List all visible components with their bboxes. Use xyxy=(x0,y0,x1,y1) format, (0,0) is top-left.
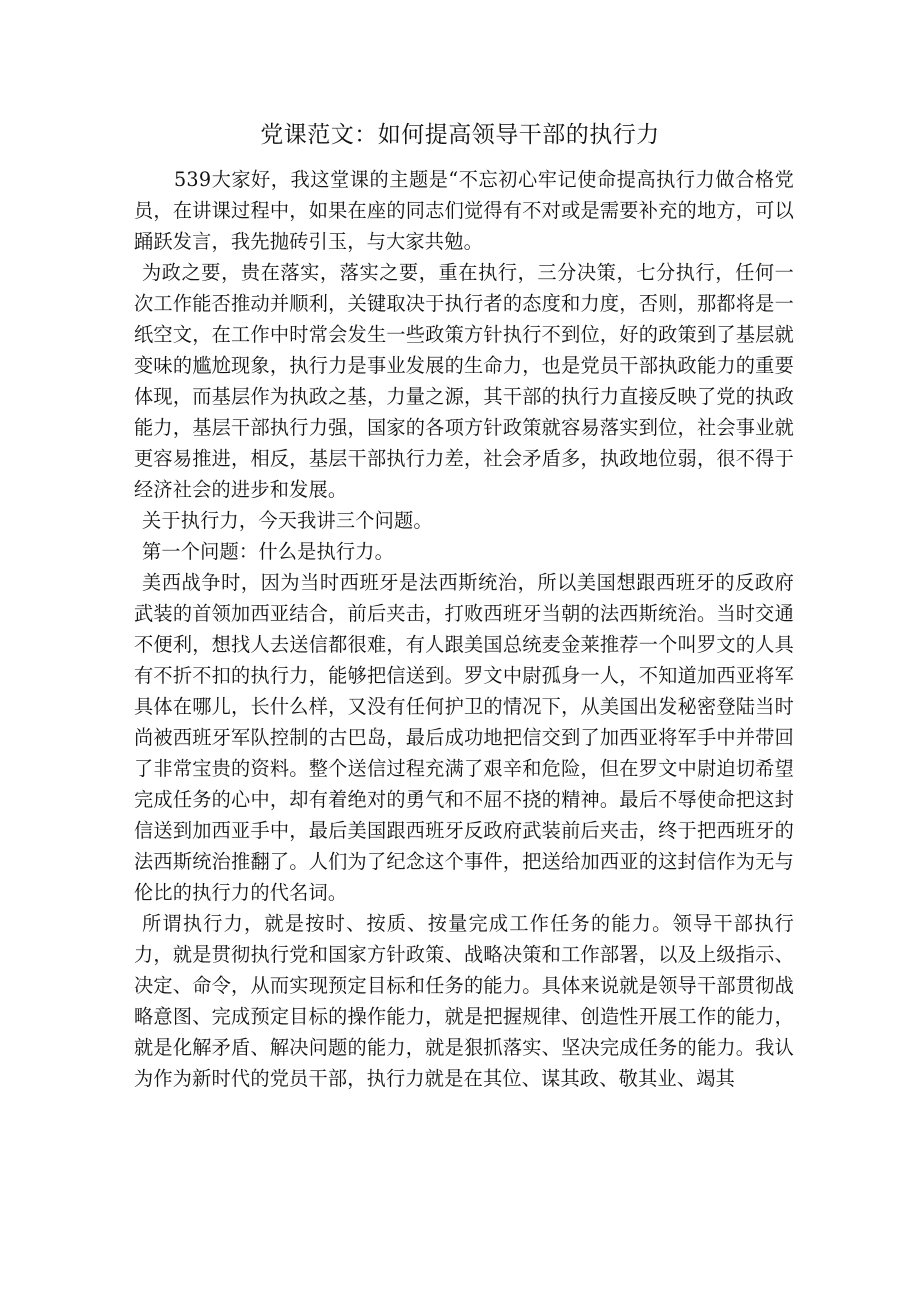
document-title: 党课范文：如何提高领导干部的执行力 xyxy=(260,122,660,148)
paragraph-policy: 为政之要，贵在落实，落实之要，重在执行，三分决策，七分执行，任何一次工作能否推动并顺利，关键取决于执行者的态度和力度，否则，那都将是一纸空文，在工作中时常会发生一些政策方针执行不到位，好的政策到了基层就变味的尴尬现象，执行力是事业发展的生命力，也是党员干部执政能力的重要体现，而基层作为执政之基，力量之源，其干部的执行力直接反映了党的执政能力，基层干部执行力强，国家的各项方针政策就容易落实到位，社会事业就更容易推进，相反，基层干部执行力差，社会矛盾多，执政地位弱，很不得于经济社会的进步和发展。 xyxy=(134,261,794,501)
paragraph-definition: 所谓执行力，就是按时、按质、按量完成工作任务的能力。领导干部执行力，就是贯彻执行党和国家方针政策、战略决策和工作部署，以及上级指示、决定、命令，从而实现预定目标和任务的能力。具体来说就是领导干部贯彻战略意图、完成预定目标的操作能力，就是把握规律、创造性开展工作的能力，就是化解矛盾、解决问题的能力，就是狠抓落实、坚决完成任务的能力。我认为作为新时代的党员干部，执行力就是在其位、谋其政、敬其业、竭其 xyxy=(134,912,794,1090)
paragraph-question-one: 第一个问题：什么是执行力。 xyxy=(142,540,395,563)
paragraph-topics: 关于执行力，今天我讲三个问题。 xyxy=(142,509,433,532)
paragraph-intro: 539大家好，我这堂课的主题是“不忘初心牢记使命提高执行力做合格党员，在讲课过程中，如果在座的同志们觉得有不对或是需要补充的地方，可以踊跃发言，我先抛砖引玉，与大家共勉。 xyxy=(134,168,794,253)
document-body xyxy=(134,164,794,1094)
paragraph-story: 美西战争时，因为当时西班牙是法西斯统治，所以美国想跟西班牙的反政府武装的首领加西亚结合，前后夹击，打败西班牙当朝的法西斯统治。当时交通不便利，想找人去送信都很难，有人跟美国总统麦金莱推荐一个叫罗文的人具有不折不扣的执行力，能够把信送到。罗文中尉孤身一人，不知道加西亚将军具体在哪儿，长什么样，又没有任何护卫的情况下，从美国出发秘密登陆当时尚被西班牙军队控制的古巴岛，最后成功地把信交到了加西亚将军手中并带回了非常宝贵的资料。整个送信过程充满了艰辛和危险，但在罗文中尉迫切希望完成任务的心中，却有着绝对的勇气和不屈不挠的精神。最后不辱使命把这封信送到加西亚手中，最后美国跟西班牙反政府武装前后夹击，终于把西班牙的法西斯统治推翻了。人们为了纪念这个事件，把送给加西亚的这封信作为无与伦比的执行力的代名词。 xyxy=(134,571,794,904)
